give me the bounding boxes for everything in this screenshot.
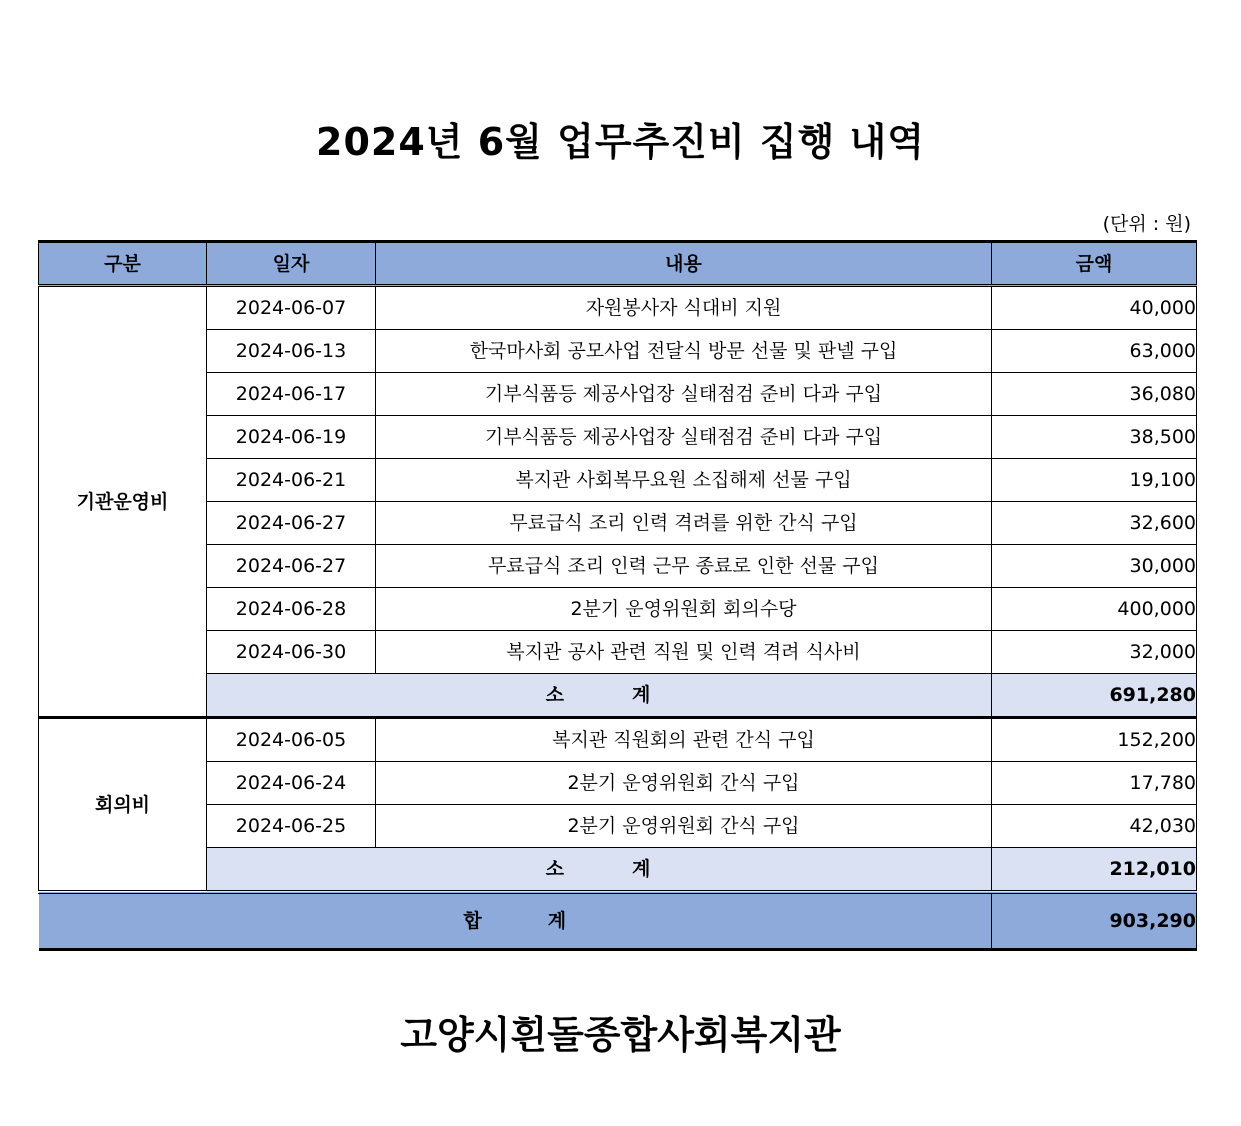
description-cell: 2분기 운영위원회 간식 구입 xyxy=(376,805,992,848)
table-row xyxy=(39,502,1197,545)
subtotal-amount: 691,280 xyxy=(992,674,1197,718)
header-description: 내용 xyxy=(376,242,992,286)
table-row xyxy=(39,718,1197,762)
subtotal-label-a: 소 xyxy=(545,858,566,880)
subtotal-label xyxy=(207,848,992,893)
description-cell: 2분기 운영위원회 간식 구입 xyxy=(376,762,992,805)
table-row xyxy=(39,330,1197,373)
description-cell: 기부식품등 제공사업장 실태점검 준비 다과 구입 xyxy=(376,416,992,459)
expense-table xyxy=(38,240,1197,951)
description-cell: 2분기 운영위원회 회의수당 xyxy=(376,588,992,631)
header-amount: 금액 xyxy=(992,242,1197,286)
table-row xyxy=(39,416,1197,459)
amount-cell: 36,080 xyxy=(992,373,1197,416)
amount-cell: 32,000 xyxy=(992,631,1197,674)
date-cell: 2024-06-28 xyxy=(207,588,376,631)
amount-cell: 40,000 xyxy=(992,286,1197,330)
table-row xyxy=(39,588,1197,631)
date-cell: 2024-06-13 xyxy=(207,330,376,373)
total-label-a: 합 xyxy=(463,910,482,932)
subtotal-row xyxy=(39,848,1197,893)
table-row xyxy=(39,459,1197,502)
amount-cell: 17,780 xyxy=(992,762,1197,805)
amount-cell: 42,030 xyxy=(992,805,1197,848)
category-cell: 회의비 xyxy=(39,718,207,893)
description-cell: 한국마사회 공모사업 전달식 방문 선물 및 판넬 구입 xyxy=(376,330,992,373)
table-row xyxy=(39,286,1197,330)
date-cell: 2024-06-30 xyxy=(207,631,376,674)
category-cell: 기관운영비 xyxy=(39,286,207,718)
table-row xyxy=(39,762,1197,805)
description-cell: 복지관 직원회의 관련 간식 구입 xyxy=(376,718,992,762)
unit-label: (단위 : 원) xyxy=(1102,213,1191,235)
date-cell: 2024-06-07 xyxy=(207,286,376,330)
total-row xyxy=(39,892,1197,950)
description-cell: 복지관 사회복무요원 소집해제 선물 구입 xyxy=(376,459,992,502)
amount-cell: 30,000 xyxy=(992,545,1197,588)
description-cell: 자원봉사자 식대비 지원 xyxy=(376,286,992,330)
subtotal-label-b: 계 xyxy=(632,858,653,880)
page-title: 2024년 6월 업무추진비 집행 내역 xyxy=(316,120,925,164)
description-cell: 무료급식 조리 인력 격려를 위한 간식 구입 xyxy=(376,502,992,545)
date-cell: 2024-06-27 xyxy=(207,545,376,588)
total-amount: 903,290 xyxy=(992,892,1197,950)
table-row xyxy=(39,631,1197,674)
description-cell: 기부식품등 제공사업장 실태점검 준비 다과 구입 xyxy=(376,373,992,416)
description-cell: 복지관 공사 관련 직원 및 인력 격려 식사비 xyxy=(376,631,992,674)
header-category: 구분 xyxy=(39,242,207,286)
date-cell: 2024-06-21 xyxy=(207,459,376,502)
table-row xyxy=(39,545,1197,588)
amount-cell: 32,600 xyxy=(992,502,1197,545)
date-cell: 2024-06-17 xyxy=(207,373,376,416)
amount-cell: 38,500 xyxy=(992,416,1197,459)
date-cell: 2024-06-25 xyxy=(207,805,376,848)
amount-cell: 152,200 xyxy=(992,718,1197,762)
total-label xyxy=(39,892,992,950)
subtotal-label-b: 계 xyxy=(632,684,653,706)
amount-cell: 63,000 xyxy=(992,330,1197,373)
amount-cell: 400,000 xyxy=(992,588,1197,631)
subtotal-label xyxy=(207,674,992,718)
subtotal-row xyxy=(39,674,1197,718)
description-cell: 무료급식 조리 인력 근무 종료로 인한 선물 구입 xyxy=(376,545,992,588)
table-row xyxy=(39,373,1197,416)
date-cell: 2024-06-27 xyxy=(207,502,376,545)
table-row xyxy=(39,805,1197,848)
subtotal-amount: 212,010 xyxy=(992,848,1197,893)
table-header-row xyxy=(39,242,1197,286)
date-cell: 2024-06-24 xyxy=(207,762,376,805)
total-label-b: 계 xyxy=(547,910,567,932)
organization-name: 고양시흰돌종합사회복지관 xyxy=(400,1013,841,1057)
amount-cell: 19,100 xyxy=(992,459,1197,502)
date-cell: 2024-06-19 xyxy=(207,416,376,459)
subtotal-label-a: 소 xyxy=(545,684,566,706)
header-date: 일자 xyxy=(207,242,376,286)
date-cell: 2024-06-05 xyxy=(207,718,376,762)
